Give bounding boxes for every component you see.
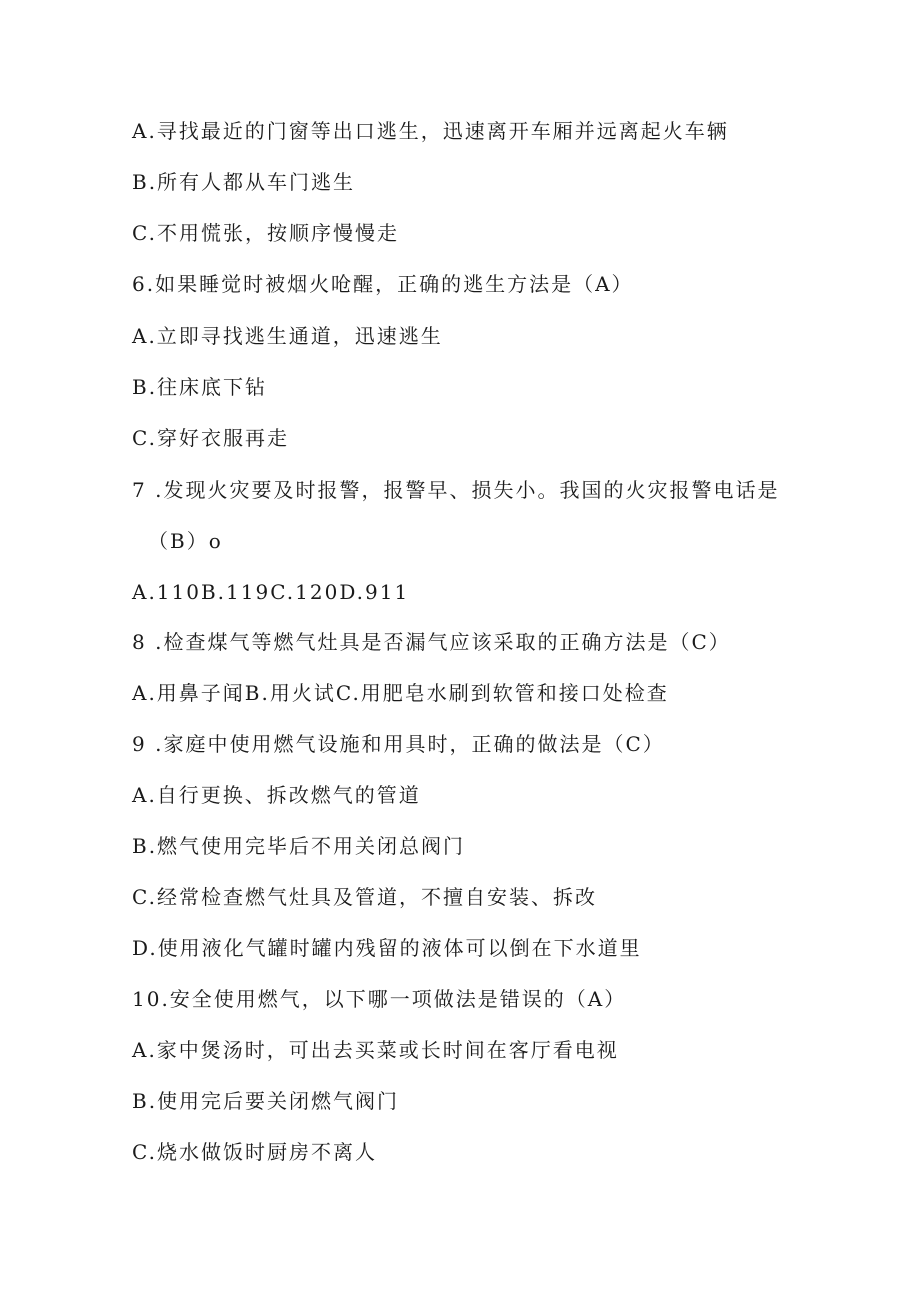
option-6c: C.穿好衣服再走 — [132, 426, 289, 450]
question-7: 7 .发现火灾要及时报警，报警早、损失小。我国的火灾报警电话是 — [132, 478, 780, 502]
question-6: 6.如果睡觉时被烟火呛醒，正确的逃生方法是（A） — [132, 272, 634, 296]
option-10b: B.使用完后要关闭燃气阀门 — [132, 1089, 400, 1113]
option-9b: B.燃气使用完毕后不用关闭总阀门 — [132, 834, 466, 858]
option-5a: A.寻找最近的门窗等出口逃生，迅速离开车厢并远离起火车辆 — [132, 119, 729, 143]
option-9a: A.自行更换、拆改燃气的管道 — [132, 783, 421, 807]
option-5c: C.不用慌张，按顺序慢慢走 — [132, 221, 399, 245]
option-9c: C.经常检查燃气灶具及管道，不擅自安装、拆改 — [132, 885, 597, 909]
question-10: 10.安全使用燃气，以下哪一项做法是错误的（A） — [132, 987, 627, 1011]
option-5b: B.所有人都从车门逃生 — [132, 170, 356, 194]
question-7-answer: （B）o — [148, 529, 223, 553]
option-9d: D.使用液化气罐时罐内残留的液体可以倒在下水道里 — [132, 936, 642, 960]
option-10c: C.烧水做饭时厨房不离人 — [132, 1140, 377, 1164]
option-10a: A.家中煲汤时，可出去买菜或长时间在客厅看电视 — [132, 1038, 619, 1062]
question-9: 9 .家庭中使用燃气设施和用具时，正确的做法是（C） — [132, 732, 665, 756]
option-6a: A.立即寻找逃生通道，迅速逃生 — [132, 324, 443, 348]
option-6b: B.往床底下钻 — [132, 375, 268, 399]
options-8: A.用鼻子闻B.用火试C.用肥皂水刷到软管和接口处检查 — [132, 681, 669, 705]
options-7: A.110B.119C.120D.911 — [132, 580, 410, 604]
question-8: 8 .检查煤气等燃气灶具是否漏气应该采取的正确方法是（C） — [132, 630, 731, 654]
